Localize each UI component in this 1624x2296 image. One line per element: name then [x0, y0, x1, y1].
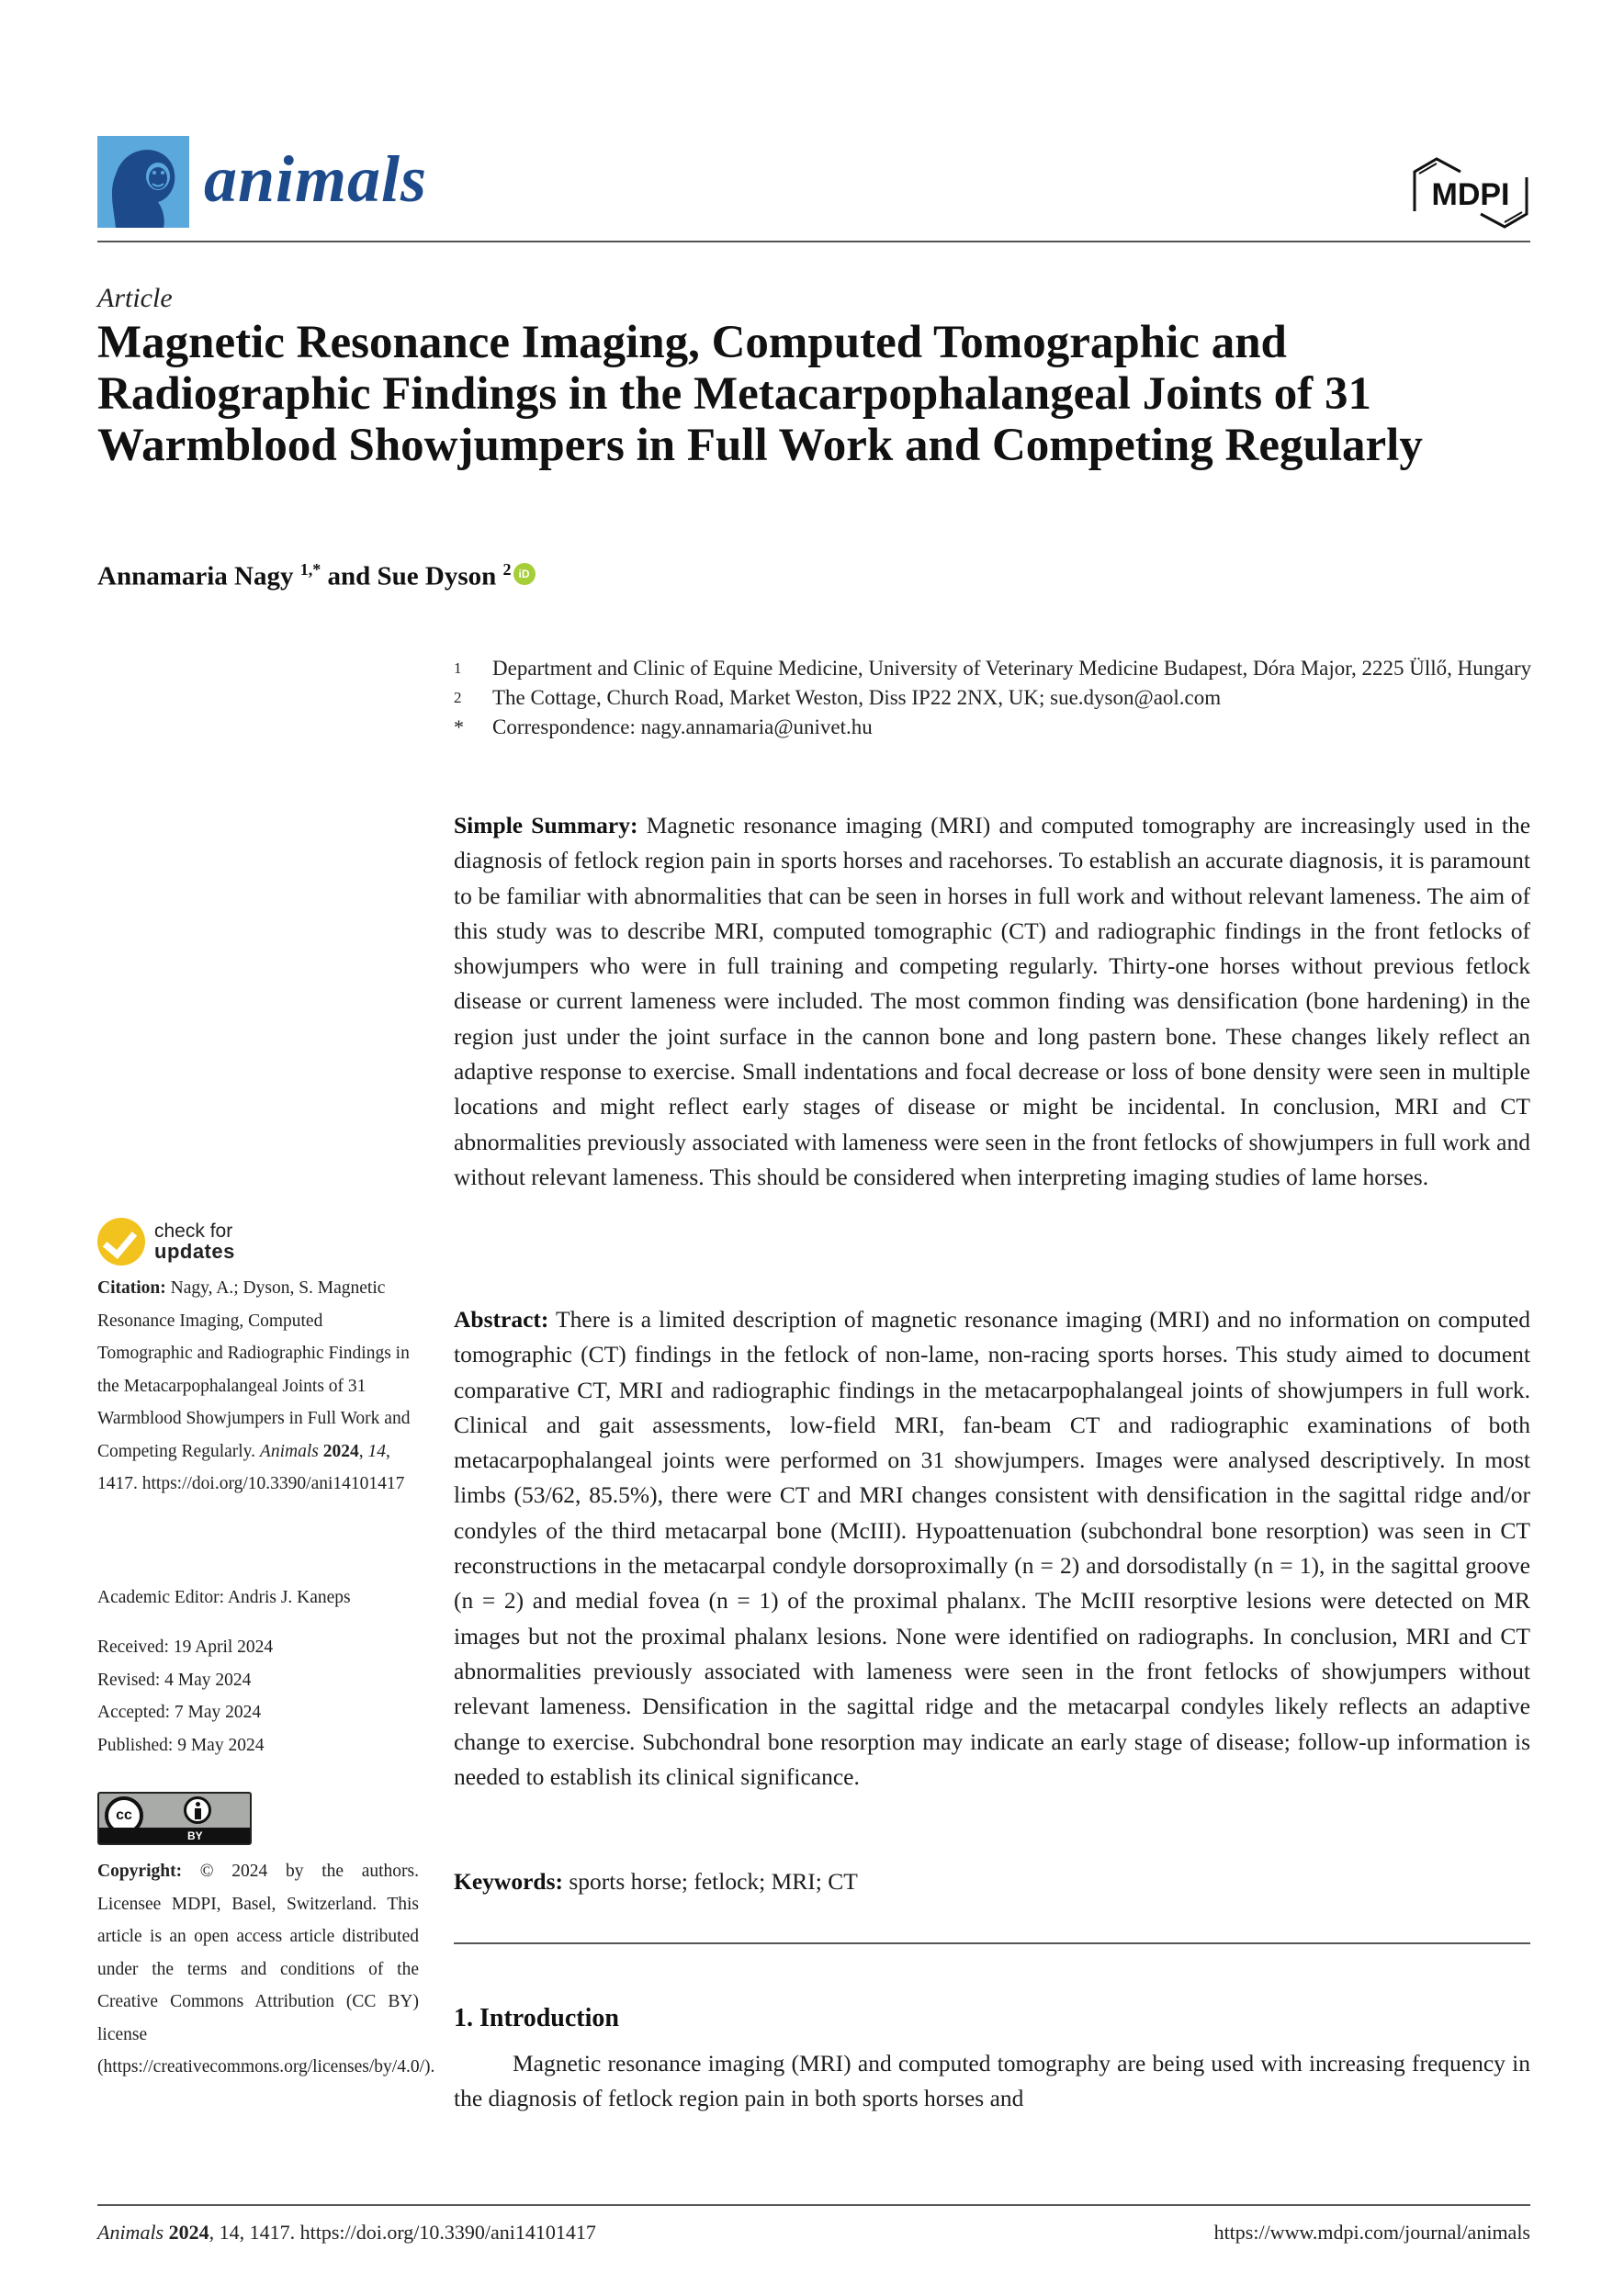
keywords-text: sports horse; fetlock; MRI; CT — [569, 1868, 858, 1895]
author-affil-mark: 1,* — [299, 560, 321, 579]
publication-dates — [97, 1631, 419, 1761]
date-published: Published: 9 May 2024 — [97, 1735, 265, 1755]
simple-summary-label: Simple Summary: — [454, 812, 638, 838]
citation-year: 2024 — [322, 1441, 359, 1461]
copyright-text: © 2024 by the authors. Licensee MDPI, Basel, Switzerland. This article is an open access article distributed under the terms and conditions of the Creative Commons Attribution (CC BY) license (https://creativecommons.org/licenses/by/4.0/). — [97, 1862, 435, 2077]
mdpi-logo — [1407, 152, 1536, 234]
academic-editor: Academic Editor: Andris J. Kaneps — [97, 1588, 351, 1607]
author-affil-mark: 2 — [502, 560, 512, 579]
citation-doi-link[interactable]: https://doi.org/10.3390/ani14101417 — [141, 1474, 405, 1493]
check-updates-line1: check for — [154, 1221, 233, 1242]
affiliation-text: Department and Clinic of Equine Medicine, University of Veterinary Medicine Budapest, Dóra Major, 2225 Üllő, Hungary — [492, 657, 1532, 680]
footer-divider — [97, 2204, 1530, 2206]
attribution-person-icon — [184, 1796, 211, 1824]
simple-summary — [454, 808, 1530, 1195]
date-revised: Revised: 4 May 2024 — [97, 1670, 252, 1690]
correspondence-mark: * — [454, 715, 464, 738]
footer-doi[interactable]: , 14, 1417. https://doi.org/10.3390/ani14101417 — [209, 2221, 596, 2244]
date-received: Received: 19 April 2024 — [97, 1638, 274, 1657]
author-joiner: and — [327, 561, 371, 591]
header-divider — [97, 241, 1530, 242]
journal-name: animals — [204, 142, 428, 216]
abstract-text: There is a limited description of magnetic resonance imaging (MRI) and no information on computed tomographic (CT) findings in the fetlock of non-lame, non-racing sports horses. This study aimed to document comparative CT, MRI and radiographic findings in the metacarpophalangeal joints of showjumpers in full work. Clinical and gait assessments, low-field MRI, fan-beam CT and radiographic examinations of both metacarpophalangeal joints were performed on 31 showjumpers. Images were analysed descriptively. In most limbs (53/62, 85.5%), there were CT and MRI changes consistent with densification in the sagittal ridge and/or condyles of the third metacarpal bone (McIII). Hypoattenuation (subchondral bone resorption) was seen in CT reconstructions in the metacarpal condyle dorsoproximally (n = 2) and dorsodistally (n = 1), in the sagittal groove (n = 2) and medial fovea (n = 1) of the proximal phalanx. The McIII resorptive lesions were detected on MR images but not the proximal phalanx lesions. None were identified on radiographs. In conclusion, MRI and CT abnormalities previously associated with lameness were seen in the front fetlocks of showjumpers without relevant lameness. Densification in the sagittal ridge and the metacarpal condyles likely reflects an adaptive change to exercise. Subchondral bone resorption may indicate an early stage of disease; follow-up information is needed to establish its clinical significance. — [454, 1306, 1530, 1790]
author-list — [97, 560, 536, 592]
citation-label: Citation: — [97, 1278, 166, 1298]
citation-article-number: 1417. — [97, 1474, 138, 1493]
citation-journal: Animals — [259, 1441, 319, 1461]
footer-journal-url[interactable]: https://www.mdpi.com/journal/animals — [1213, 2221, 1530, 2244]
citation: Citation: Nagy, A.; Dyson, S. Magnetic Resonance Imaging, Computed Tomographic and Radiographic Findings in the Metacarpophalangeal Joints of 31 Warmblood Showjumpers in Full Work and Competing Regularly. Animals 2024, 14, 1417. https://doi.org/10.3390/ani14101417 — [97, 1278, 411, 1493]
abstract — [454, 1302, 1530, 1795]
citation-volume: 14 — [367, 1441, 386, 1461]
journal-logo — [97, 136, 189, 228]
affiliation-mark: 2 — [454, 689, 462, 706]
svg-text:MDPI: MDPI — [1431, 177, 1510, 212]
checkmark-icon — [97, 1218, 145, 1266]
copyright-label: Copyright: — [97, 1862, 183, 1881]
footer-citation — [97, 2221, 596, 2245]
orcid-icon[interactable]: iD — [513, 563, 536, 585]
date-accepted: Accepted: 7 May 2024 — [97, 1703, 262, 1722]
affiliation-text: The Cottage, Church Road, Market Weston, Diss IP22 2NX, UK; sue.dyson@aol.com — [492, 686, 1222, 709]
monkey-silhouette-icon — [97, 136, 189, 228]
check-for-updates-button[interactable] — [97, 1214, 263, 1269]
article-title: Magnetic Resonance Imaging, Computed Tomographic and Radiographic Findings in the Metacarpophalangeal Joints of 31 Warmblood Showjumpers in Full Work and Competing Regularly — [97, 317, 1423, 471]
citation-text: Nagy, A.; Dyson, S. Magnetic Resonance Imaging, Computed Tomographic and Radiographic Findings in the Metacarpophalangeal Joints of 31 Warmblood Showjumpers in Full Work and Competing Regularly. — [97, 1278, 411, 1461]
affiliations — [454, 654, 1538, 742]
introduction-text: Magnetic resonance imaging (MRI) and computed tomography are being used with increasing frequency in the diagnosis of fetlock region pain in both sports horses and — [454, 2050, 1530, 2112]
check-updates-line2: updates — [154, 1240, 235, 1263]
simple-summary-text: Magnetic resonance imaging (MRI) and computed tomography are increasingly used in the diagnosis of fetlock region pain in sports horses and racehorses. To establish an accurate diagnosis, it is paramount to be familiar with abnormalities that can be seen in horses in full work and without relevant lameness. The aim of this study was to describe MRI, computed tomographic (CT) and radiographic findings in the front fetlocks of showjumpers who were in full training and competing regularly. Thirty-one horses without previous fetlock disease or current lameness were included. The most common finding was densification (bone hardening) in the region just under the joint surface in the cannon bone and long pastern bone. These changes likely reflect an adaptive response to exercise. Small indentations and focal decrease or loss of bone density were seen in multiple locations and might reflect early stages of disease or might be incidental. In conclusion, MRI and CT abnormalities previously associated with lameness were seen in the front fetlocks of showjumpers in full work and without relevant lameness. This should be considered when interpreting imaging studies of lame horses. — [454, 812, 1531, 1190]
footer-year: 2024 — [168, 2221, 209, 2244]
license-by-label: BY — [187, 1829, 203, 1842]
affiliation-item — [454, 683, 1538, 713]
author-name[interactable]: Annamaria Nagy — [97, 561, 294, 591]
section-divider — [454, 1942, 1530, 1944]
copyright-notice — [97, 1855, 435, 2084]
affiliation-mark: 1 — [454, 659, 462, 677]
keywords-label: Keywords: — [454, 1868, 563, 1895]
section-heading-introduction: 1. Introduction — [454, 2004, 619, 2032]
author-name[interactable]: Sue Dyson — [377, 561, 497, 591]
keywords — [454, 1864, 1530, 1899]
correspondence-text: Correspondence: nagy.annamaria@univet.hu — [492, 715, 873, 738]
article-type: Article — [97, 283, 173, 313]
abstract-label: Abstract: — [454, 1306, 549, 1333]
creative-commons-icon: cc — [105, 1796, 143, 1835]
affiliation-item — [454, 713, 1538, 742]
affiliation-item — [454, 654, 1538, 683]
cc-by-license-badge[interactable] — [97, 1792, 252, 1845]
footer-journal: Animals — [97, 2221, 164, 2244]
